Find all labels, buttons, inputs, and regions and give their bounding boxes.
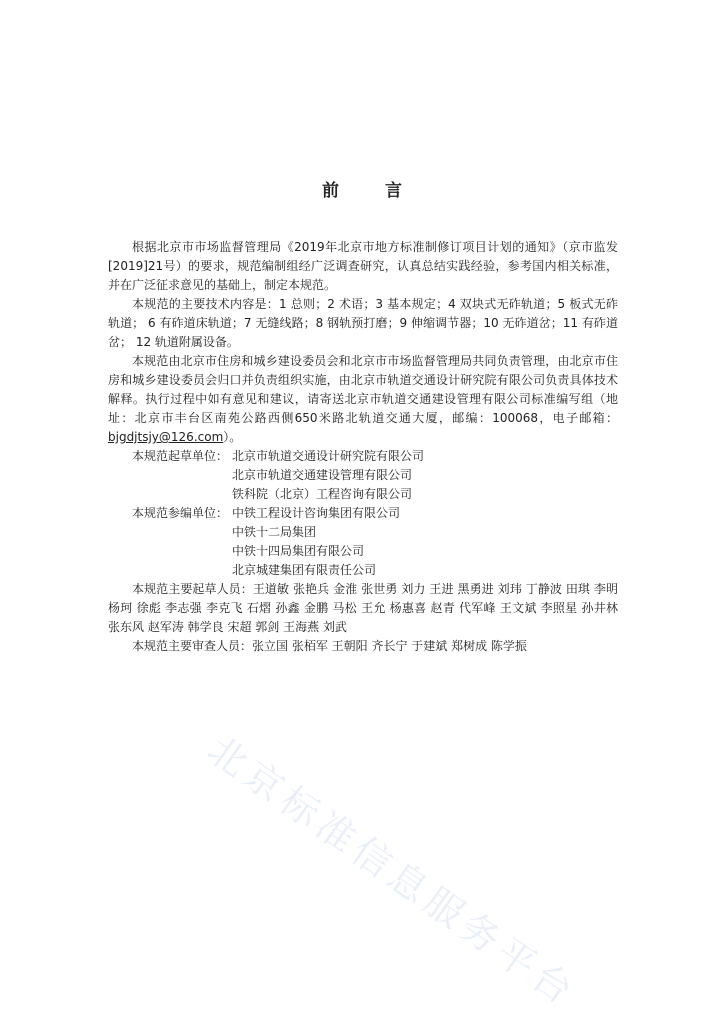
paragraph-basis: [108, 238, 618, 295]
participating-unit: 中铁工程设计咨询集团有限公司: [232, 506, 401, 520]
drafting-unit: 北京市轨道交通建设管理有限公司: [232, 468, 413, 482]
basis-text-b: [2019]21号）的要求，规范编制组经广泛调查研究，认真总结实践经验，参考国内相关标准，并在广泛征求意见的基础上，制定本规范。: [108, 259, 618, 292]
participating-unit: 中铁十二局集团: [232, 525, 317, 539]
participating-unit: 北京城建集团有限责任公司: [232, 563, 377, 577]
participating-units-label: 本规范参编单位：: [132, 506, 229, 520]
page-title: 前 言: [322, 181, 422, 201]
drafting-unit: 铁科院（北京）工程咨询有限公司: [232, 487, 413, 501]
participating-units-row: [108, 504, 618, 523]
preface-body: [108, 238, 618, 656]
participating-unit: 中铁十四局集团有限公司: [232, 544, 365, 558]
basis-text-a: 根据北京市市场监督管理局《2019年北京市地方标准制修订项目计划的通知》（京市监发: [132, 240, 618, 254]
drafting-units-label: 本规范起草单位：: [132, 449, 229, 463]
management-end: ）。: [223, 430, 242, 444]
watermark: 北京标准信息服务平台: [199, 727, 586, 1016]
email-link[interactable]: bjgdjtsjy@126.com: [108, 430, 224, 444]
drafters-list: 本规范主要起草人员：王道敏 张艳兵 金淮 张世勇 刘力 王进 黑勇进 刘玮 丁静波 田琪 李明 杨珂 徐彪 李志强 李克飞 石熠 孙鑫 金鹏 马松 王允 杨惠喜 赵青 代军峰 王文斌 李照星 孙井林 张东风 赵军涛 韩学良 宋超 郭剑 王海燕 刘武: [108, 582, 618, 634]
drafting-unit: 北京市轨道交通设计研究院有限公司: [232, 449, 425, 463]
paragraph-contents: 本规范的主要技术内容是：1 总则；2 术语；3 基本规定；4 双块式无砟轨道；5 板式无砟轨道； 6 有砟道床轨道；7 无缝线路；8 钢轨预打磨；9 伸缩调节器；10 无砟道岔；11 有砟道岔； 12 轨道附属设备。: [108, 297, 618, 349]
paragraph-management: [108, 352, 618, 447]
reviewers-list: 本规范主要审查人员：张立国 张栢军 王朝阳 齐长宁 于建斌 郑树成 陈学振: [132, 639, 527, 653]
management-text: 本规范由北京市住房和城乡建设委员会和北京市市场监督管理局共同负责管理，由北京市住房和城乡建设委员会归口并负责组织实施，由北京市轨道交通设计研究院有限公司负责具体技术解释。执行过程中如有意见和建议，请寄送北京市轨道交通建设管理有限公司标准编写组（地址：北京市丰台区南苑公路西侧650米路北轨道交通大厦，邮编：100068，电子邮箱：: [108, 354, 618, 425]
drafting-units-row: [108, 447, 618, 466]
